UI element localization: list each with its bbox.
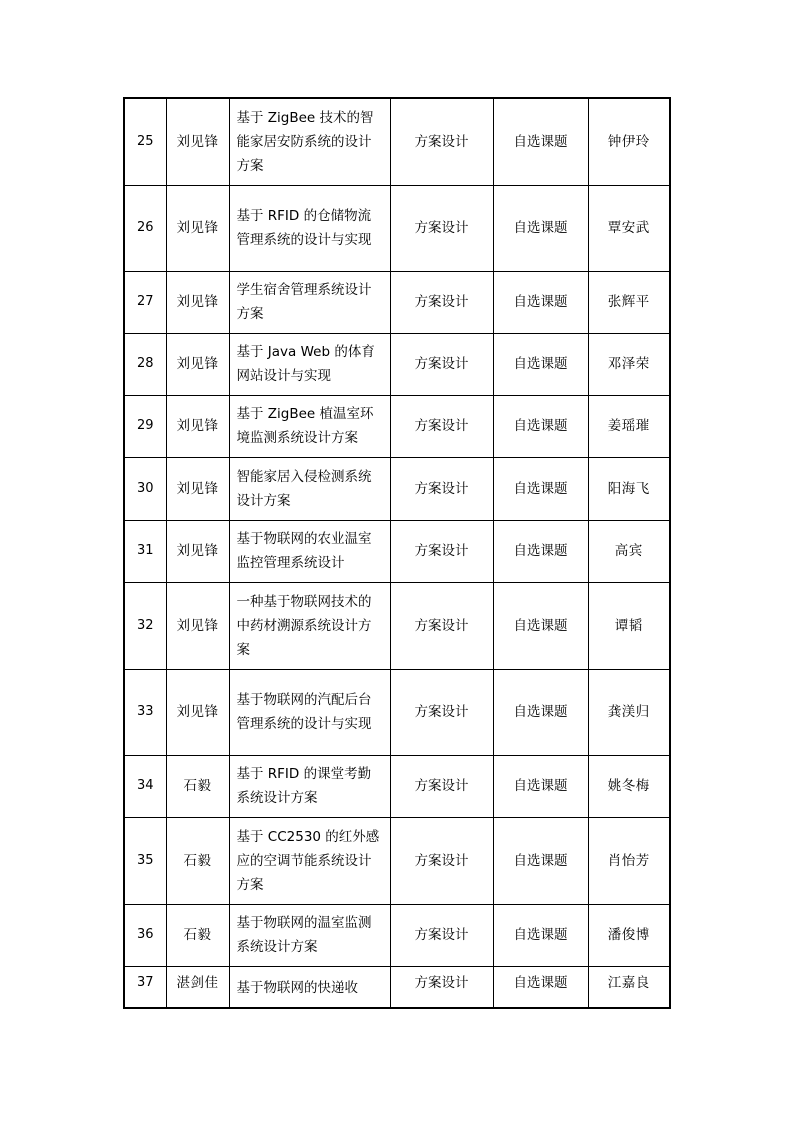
row-number: 32 xyxy=(124,582,166,669)
advisor-name: 刘见锋 xyxy=(166,395,229,457)
advisor-name: 石毅 xyxy=(166,904,229,966)
topic-source: 自选课题 xyxy=(493,755,588,817)
row-number: 31 xyxy=(124,520,166,582)
row-number: 37 xyxy=(124,966,166,1008)
topic-source: 自选课题 xyxy=(493,582,588,669)
topic-type: 方案设计 xyxy=(390,457,493,520)
student-name: 江嘉良 xyxy=(588,966,670,1008)
table-row xyxy=(124,457,670,520)
topic-title: 基于 ZigBee 植温室环境监测系统设计方案 xyxy=(229,395,390,457)
student-name: 邓泽荣 xyxy=(588,333,670,395)
topic-title: 基于物联网的汽配后台管理系统的设计与实现 xyxy=(229,669,390,755)
topic-type: 方案设计 xyxy=(390,271,493,333)
topic-type: 方案设计 xyxy=(390,333,493,395)
row-number: 34 xyxy=(124,755,166,817)
topic-title: 基于物联网的快递收 xyxy=(229,966,390,1008)
advisor-name: 刘见锋 xyxy=(166,582,229,669)
advisor-name: 刘见锋 xyxy=(166,271,229,333)
topic-title: 一种基于物联网技术的中药材溯源系统设计方案 xyxy=(229,582,390,669)
topic-title: 基于 RFID 的课堂考勤系统设计方案 xyxy=(229,755,390,817)
advisor-name: 刘见锋 xyxy=(166,457,229,520)
topic-source: 自选课题 xyxy=(493,520,588,582)
topic-title: 基于物联网的农业温室监控管理系统设计 xyxy=(229,520,390,582)
topic-type: 方案设计 xyxy=(390,395,493,457)
topic-source: 自选课题 xyxy=(493,98,588,185)
row-number: 25 xyxy=(124,98,166,185)
topic-type: 方案设计 xyxy=(390,520,493,582)
topic-type: 方案设计 xyxy=(390,755,493,817)
row-number: 35 xyxy=(124,817,166,904)
student-name: 张辉平 xyxy=(588,271,670,333)
row-number: 26 xyxy=(124,185,166,271)
table-row xyxy=(124,520,670,582)
student-name: 肖怡芳 xyxy=(588,817,670,904)
topic-source: 自选课题 xyxy=(493,904,588,966)
topic-title: 基于 ZigBee 技术的智能家居安防系统的设计方案 xyxy=(229,98,390,185)
topic-source: 自选课题 xyxy=(493,185,588,271)
student-name: 钟伊玲 xyxy=(588,98,670,185)
topic-type: 方案设计 xyxy=(390,582,493,669)
topic-title: 基于 RFID 的仓储物流管理系统的设计与实现 xyxy=(229,185,390,271)
row-number: 28 xyxy=(124,333,166,395)
student-name: 潘俊博 xyxy=(588,904,670,966)
topic-source: 自选课题 xyxy=(493,966,588,1008)
table-row xyxy=(124,582,670,669)
topic-type: 方案设计 xyxy=(390,904,493,966)
table-row xyxy=(124,904,670,966)
table-row xyxy=(124,98,670,185)
student-name: 阳海飞 xyxy=(588,457,670,520)
topic-title: 学生宿舍管理系统设计方案 xyxy=(229,271,390,333)
thesis-topic-table xyxy=(123,97,671,1009)
table-row xyxy=(124,395,670,457)
topic-type: 方案设计 xyxy=(390,185,493,271)
topic-type: 方案设计 xyxy=(390,669,493,755)
advisor-name: 刘见锋 xyxy=(166,98,229,185)
row-number: 33 xyxy=(124,669,166,755)
advisor-name: 刘见锋 xyxy=(166,333,229,395)
table-row xyxy=(124,333,670,395)
topic-title: 智能家居入侵检测系统设计方案 xyxy=(229,457,390,520)
topic-source: 自选课题 xyxy=(493,271,588,333)
student-name: 谭韬 xyxy=(588,582,670,669)
topic-source: 自选课题 xyxy=(493,669,588,755)
topic-type: 方案设计 xyxy=(390,817,493,904)
advisor-name: 湛剑佳 xyxy=(166,966,229,1008)
advisor-name: 石毅 xyxy=(166,755,229,817)
table-row xyxy=(124,817,670,904)
student-name: 高宾 xyxy=(588,520,670,582)
advisor-name: 石毅 xyxy=(166,817,229,904)
topic-type: 方案设计 xyxy=(390,966,493,1008)
advisor-name: 刘见锋 xyxy=(166,185,229,271)
student-name: 覃安武 xyxy=(588,185,670,271)
topic-source: 自选课题 xyxy=(493,817,588,904)
topic-source: 自选课题 xyxy=(493,333,588,395)
advisor-name: 刘见锋 xyxy=(166,669,229,755)
topic-title: 基于 CC2530 的红外感应的空调节能系统设计方案 xyxy=(229,817,390,904)
row-number: 30 xyxy=(124,457,166,520)
table-row xyxy=(124,966,670,1008)
row-number: 36 xyxy=(124,904,166,966)
row-number: 27 xyxy=(124,271,166,333)
advisor-name: 刘见锋 xyxy=(166,520,229,582)
topic-title: 基于 Java Web 的体育网站设计与实现 xyxy=(229,333,390,395)
table-row xyxy=(124,669,670,755)
row-number: 29 xyxy=(124,395,166,457)
student-name: 龚渼归 xyxy=(588,669,670,755)
table-row xyxy=(124,271,670,333)
topic-title: 基于物联网的温室监测系统设计方案 xyxy=(229,904,390,966)
table-row xyxy=(124,185,670,271)
table-row xyxy=(124,755,670,817)
topic-type: 方案设计 xyxy=(390,98,493,185)
topic-source: 自选课题 xyxy=(493,457,588,520)
student-name: 姚冬梅 xyxy=(588,755,670,817)
topic-source: 自选课题 xyxy=(493,395,588,457)
student-name: 姜瑶璀 xyxy=(588,395,670,457)
